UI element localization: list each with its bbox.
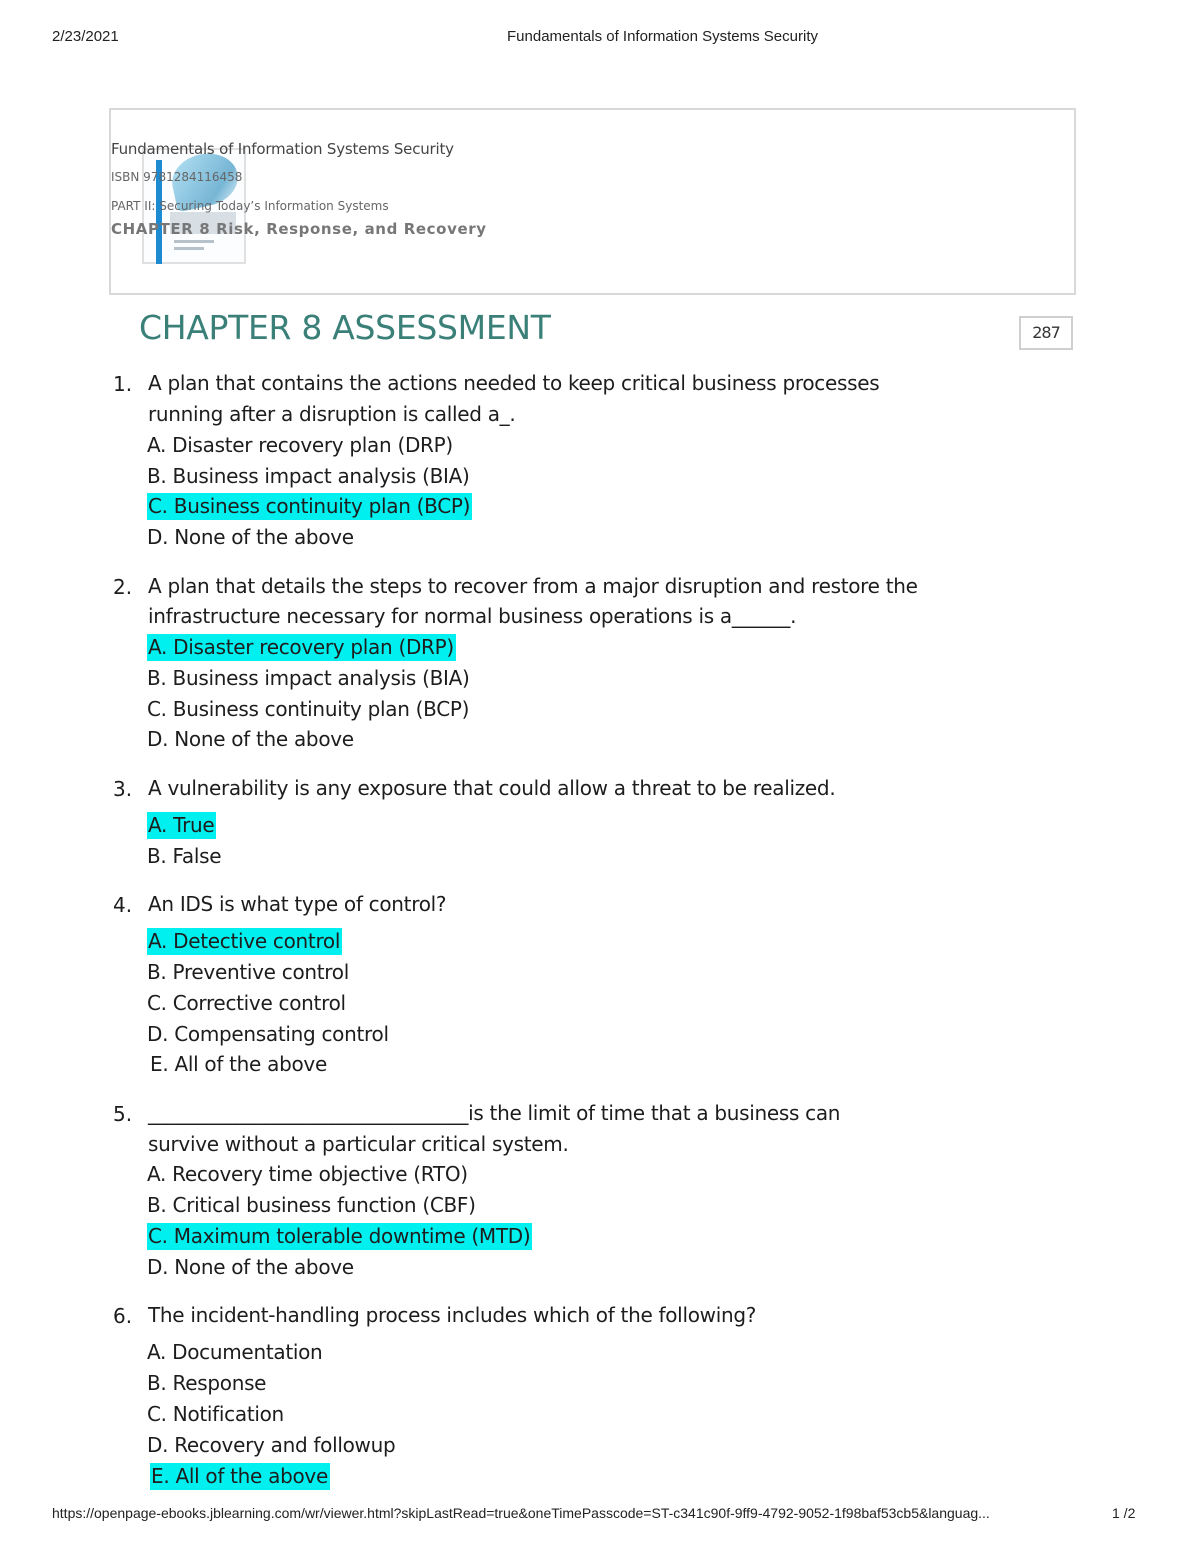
question-4-option-d: D. Compensating control xyxy=(147,1022,389,1046)
print-footer-pager: 1 /2 xyxy=(1112,1505,1136,1521)
banner-part: PART II: Securing Today’s Information Systems xyxy=(111,199,389,213)
question-5-option-b: B. Critical business function (CBF) xyxy=(147,1193,476,1217)
question-3-option-a-answer: A. True xyxy=(148,813,215,837)
print-header xyxy=(0,28,1200,50)
question-1-option-d: D. None of the above xyxy=(147,525,354,549)
question-5-option-c-answer: C. Maximum tolerable downtime (MTD) xyxy=(148,1224,531,1248)
question-1-option-a: A. Disaster recovery plan (DRP) xyxy=(147,433,453,457)
question-4-option-c: C. Corrective control xyxy=(147,991,346,1015)
print-footer-url: https://openpage-ebooks.jblearning.com/wr/viewer.html?skipLastRead=true&oneTimePasscode=ST-c341c90f-9ff9-4792-9052-1f98baf53cb5&languag... xyxy=(52,1505,990,1521)
question-3-number: 3. xyxy=(113,777,133,801)
question-6-option-e-answer: E. All of the above xyxy=(151,1464,328,1488)
question-4-option-b: B. Preventive control xyxy=(147,960,349,984)
question-6-number: 6. xyxy=(113,1304,133,1328)
question-4-option-e: E. All of the above xyxy=(150,1052,327,1076)
question-5-option-d: D. None of the above xyxy=(147,1255,354,1279)
question-2-line-1: A plan that details the steps to recover from a major disruption and restore the xyxy=(148,574,918,598)
banner-chapter: CHAPTER 8 Risk, Response, and Recovery xyxy=(111,220,487,238)
question-1-number: 1. xyxy=(113,372,133,396)
question-1-option-b: B. Business impact analysis (BIA) xyxy=(147,464,470,488)
question-4-number: 4. xyxy=(113,893,133,917)
question-2-number: 2. xyxy=(113,575,133,599)
banner-book-title: Fundamentals of Information Systems Security xyxy=(111,140,454,158)
book-banner xyxy=(109,108,1076,295)
question-4-line-1: An IDS is what type of control? xyxy=(148,892,447,916)
question-2-option-d: D. None of the above xyxy=(147,727,354,751)
page-title: CHAPTER 8 ASSESSMENT xyxy=(139,308,551,347)
question-3-line-1: A vulnerability is any exposure that could allow a threat to be realized. xyxy=(148,776,836,800)
question-3-option-b: B. False xyxy=(147,844,222,868)
page-number-badge: 287 xyxy=(1019,316,1073,350)
question-1-line-2: running after a disruption is called a_. xyxy=(148,402,516,426)
question-5-line-2: survive without a particular critical system. xyxy=(148,1132,569,1156)
question-1-line-1: A plan that contains the actions needed to keep critical business processes xyxy=(148,371,880,395)
question-1-option-c-answer: C. Business continuity plan (BCP) xyxy=(148,494,471,518)
print-title: Fundamentals of Information Systems Security xyxy=(507,28,818,45)
question-6-option-d: D. Recovery and followup xyxy=(147,1433,396,1457)
print-date: 2/23/2021 xyxy=(52,28,119,45)
question-6-option-c: C. Notification xyxy=(147,1402,284,1426)
question-5-line-1: _________________________________is the limit of time that a business can xyxy=(148,1101,841,1125)
question-5-number: 5. xyxy=(113,1102,133,1126)
question-6-line-1: The incident-handling process includes which of the following? xyxy=(148,1303,757,1327)
question-6-option-a: A. Documentation xyxy=(147,1340,323,1364)
question-2-option-c: C. Business continuity plan (BCP) xyxy=(147,697,470,721)
question-2-line-2: infrastructure necessary for normal business operations is a______. xyxy=(148,604,797,628)
question-5-option-a: A. Recovery time objective (RTO) xyxy=(147,1162,468,1186)
banner-isbn: ISBN 9781284116458 xyxy=(111,170,243,184)
question-6-option-b: B. Response xyxy=(147,1371,267,1395)
question-2-option-b: B. Business impact analysis (BIA) xyxy=(147,666,470,690)
question-2-option-a-answer: A. Disaster recovery plan (DRP) xyxy=(148,635,454,659)
question-4-option-a-answer: A. Detective control xyxy=(148,929,341,953)
